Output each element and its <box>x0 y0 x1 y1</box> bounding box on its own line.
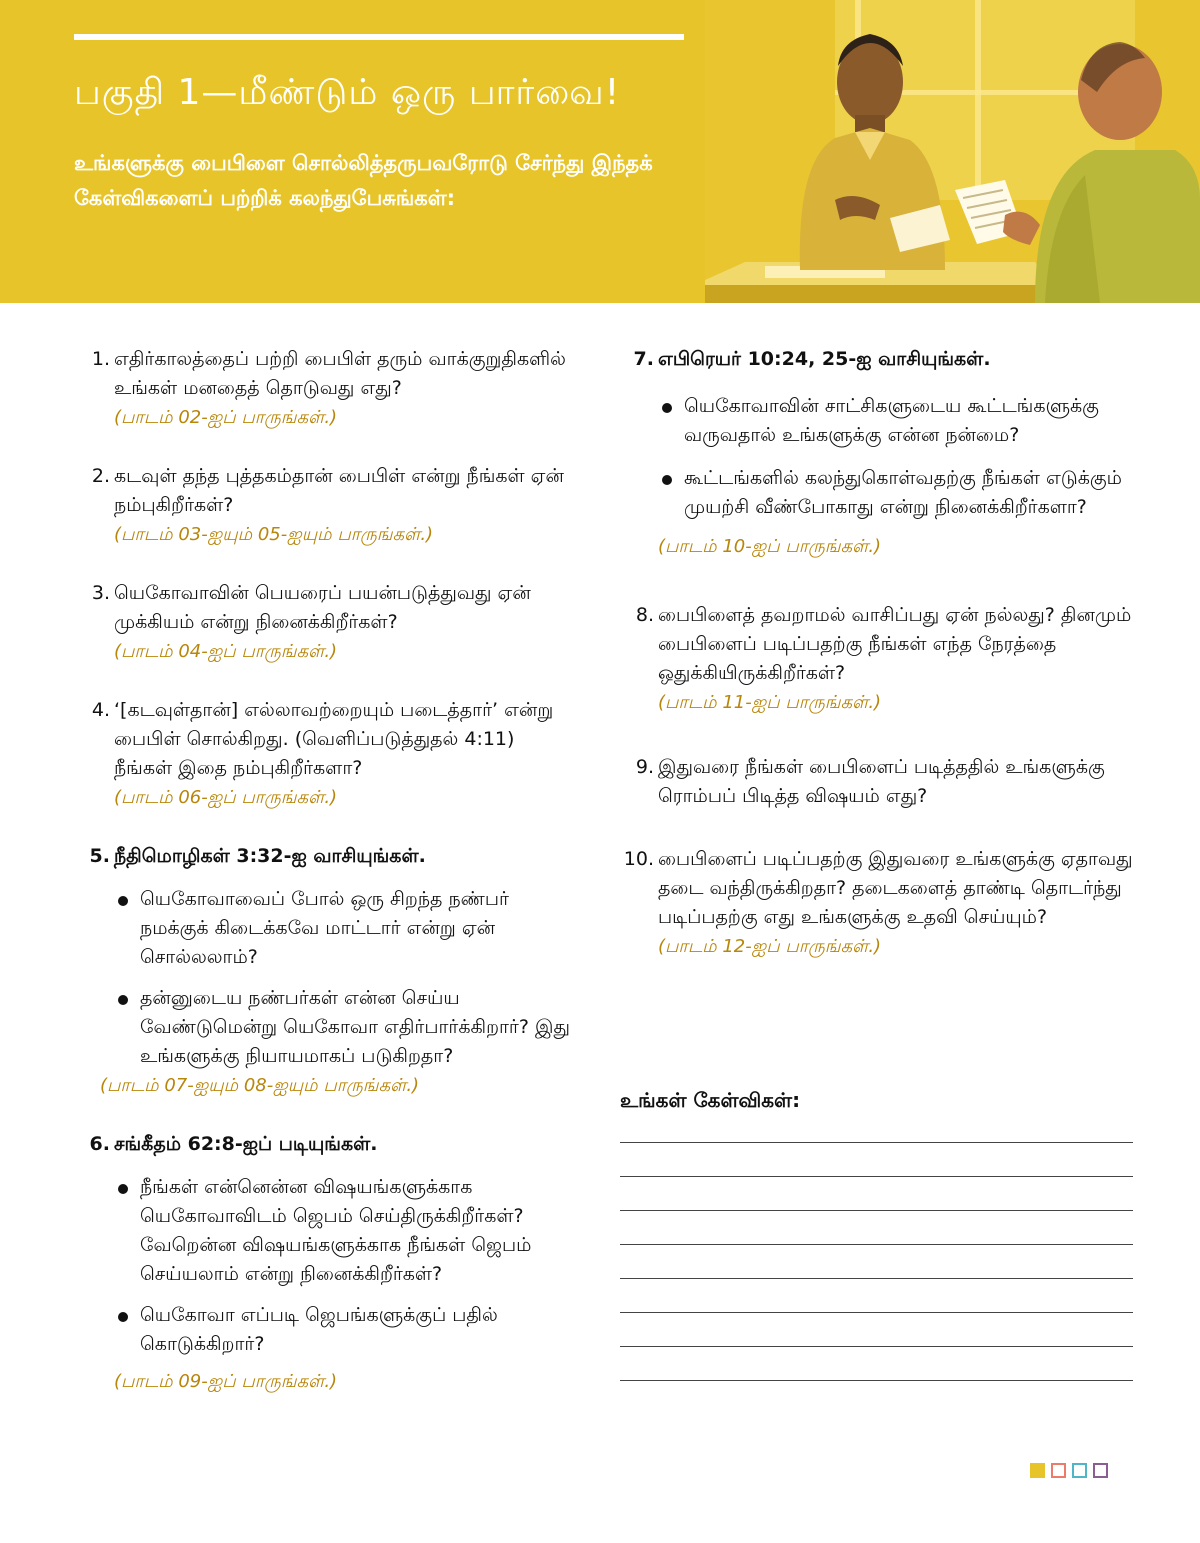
question-text: சங்கீதம் 62:8-ஐப் படியுங்கள். <box>114 1133 378 1155</box>
question-10 <box>618 845 1148 961</box>
writing-lines <box>620 1142 1133 1414</box>
bullet-icon <box>118 1312 128 1322</box>
question-number: 8. <box>635 604 654 626</box>
lesson-reference: (பாடம் 04-ஐப் பாருங்கள்.) <box>114 641 338 662</box>
writing-line[interactable] <box>620 1278 1133 1279</box>
page-title: பகுதி 1—மீண்டும் ஒரு பார்வை! <box>74 72 621 113</box>
writing-line[interactable] <box>620 1210 1133 1211</box>
question-6 <box>74 1130 574 1396</box>
lesson-reference: (பாடம் 03-ஐயும் 05-ஐயும் பாருங்கள்.) <box>114 524 434 545</box>
question-8 <box>618 601 1148 717</box>
bullet-icon <box>118 995 128 1005</box>
writing-line[interactable] <box>620 1142 1133 1143</box>
question-9 <box>618 753 1148 811</box>
question-text: யெகோவாவின் பெயரைப் பயன்படுத்துவது ஏன் முக்கியம் என்று நினைக்கிறீர்கள்? <box>114 582 531 633</box>
bullet-icon <box>662 403 672 413</box>
question-text: கடவுள் தந்த புத்தகம்தான் பைபிள் என்று நீங்கள் ஏன் நம்புகிறீர்கள்? <box>114 465 564 516</box>
question-number: 4. <box>91 699 110 721</box>
writing-line[interactable] <box>620 1380 1133 1381</box>
lesson-reference: (பாடம் 10-ஐப் பாருங்கள்.) <box>658 536 882 557</box>
question-text: நீதிமொழிகள் 3:32-ஐ வாசியுங்கள். <box>114 845 426 867</box>
question-text: பைபிளைப் படிப்பதற்கு இதுவரை உங்களுக்கு ஏதாவது தடை வந்திருக்கிறதா? தடைகளைத் தாண்டி தொடர்ந்து படிப்பதற்கு எது உங்களுக்கு உதவி செய்யும்? <box>658 848 1133 928</box>
lesson-reference: (பாடம் 09-ஐப் பாருங்கள்.) <box>114 1371 338 1392</box>
study-illustration <box>705 0 1200 303</box>
bullet-icon <box>662 475 672 485</box>
bullet-icon <box>118 896 128 906</box>
sub-question: யெகோவா எப்படி ஜெபங்களுக்குப் பதில் கொடுக்கிறார்? <box>114 1301 574 1359</box>
sub-question-list <box>658 392 1148 522</box>
lesson-reference: (பாடம் 02-ஐப் பாருங்கள்.) <box>114 407 338 428</box>
question-number: 10. <box>623 848 654 870</box>
question-3 <box>74 579 574 666</box>
your-questions-section <box>620 1088 1133 1115</box>
question-text: பைபிளைத் தவறாமல் வாசிப்பது ஏன் நல்லது? தினமும் பைபிளைப் படிப்பதற்கு நீங்கள் எந்த நேரத்தை ஒதுக்கியிருக்கிறீர்கள்? <box>658 604 1132 684</box>
question-number: 3. <box>91 582 110 604</box>
decorative-squares <box>1030 1463 1108 1483</box>
yellow-square-icon <box>1030 1463 1045 1478</box>
lesson-reference: (பாடம் 12-ஐப் பாருங்கள்.) <box>658 936 882 957</box>
lesson-reference: (பாடம் 11-ஐப் பாருங்கள்.) <box>658 692 882 713</box>
sub-question: யெகோவாவின் சாட்சிகளுடைய கூட்டங்களுக்கு வருவதால் உங்களுக்கு என்ன நன்மை? <box>658 392 1148 450</box>
purple-square-icon <box>1093 1463 1108 1478</box>
questions-right-column <box>618 345 1148 961</box>
question-text: எபிரெயர் 10:24, 25-ஐ வாசியுங்கள். <box>658 348 991 370</box>
question-4 <box>74 696 574 812</box>
lesson-reference: (பாடம் 07-ஐயும் 08-ஐயும் பாருங்கள்.) <box>100 1075 420 1096</box>
header-banner <box>0 0 1200 303</box>
question-7 <box>618 345 1148 561</box>
question-number: 7. <box>633 348 654 370</box>
question-text: எதிர்காலத்தைப் பற்றி பைபிள் தரும் வாக்குறுதிகளில் உங்கள் மனதைத் தொடுவது எது? <box>114 348 566 399</box>
sub-question-list <box>114 1173 574 1359</box>
writing-line[interactable] <box>620 1176 1133 1177</box>
page-subtitle: உங்களுக்கு பைபிளை சொல்லித்தருபவரோடு சேர்ந்து இந்தக் கேள்விகளைப் பற்றிக் கலந்துபேசுங்கள்: <box>74 151 653 210</box>
question-number: 2. <box>91 465 110 487</box>
sub-question: தன்னுடைய நண்பர்கள் என்ன செய்ய வேண்டுமென்று யெகோவா எதிர்பார்க்கிறார்? இது உங்களுக்கு நியாயமாகப் படுகிறதா? <box>114 984 574 1071</box>
question-2 <box>74 462 574 549</box>
bullet-icon <box>118 1184 128 1194</box>
writing-line[interactable] <box>620 1346 1133 1347</box>
questions-left-column <box>74 345 574 1396</box>
question-number: 6. <box>89 1133 110 1155</box>
sub-question: யெகோவாவைப் போல் ஒரு சிறந்த நண்பர் நமக்குக் கிடைக்கவே மாட்டார் என்று ஏன் சொல்லலாம்? <box>114 885 574 972</box>
lesson-reference: (பாடம் 06-ஐப் பாருங்கள்.) <box>114 787 338 808</box>
question-number: 1. <box>91 348 110 370</box>
question-number: 9. <box>635 756 654 778</box>
header-rule <box>74 34 684 40</box>
teal-square-icon <box>1072 1463 1087 1478</box>
question-text: இதுவரை நீங்கள் பைபிளைப் படித்ததில் உங்களுக்கு ரொம்பப் பிடித்த விஷயம் எது? <box>658 756 1105 807</box>
sub-question-list <box>114 885 574 1071</box>
your-questions-title: உங்கள் கேள்விகள்: <box>620 1088 801 1112</box>
question-1 <box>74 345 574 432</box>
question-5 <box>74 842 574 1100</box>
coral-square-icon <box>1051 1463 1066 1478</box>
writing-line[interactable] <box>620 1312 1133 1313</box>
question-number: 5. <box>89 845 110 867</box>
writing-line[interactable] <box>620 1244 1133 1245</box>
sub-question: நீங்கள் என்னென்ன விஷயங்களுக்காக யெகோவாவிடம் ஜெபம் செய்திருக்கிறீர்கள்? வேறென்ன விஷயங்களுக்காக நீங்கள் ஜெபம் செய்யலாம் என்று நினைக்கிறீர்கள்? <box>114 1173 574 1289</box>
sub-question: கூட்டங்களில் கலந்துகொள்வதற்கு நீங்கள் எடுக்கும் முயற்சி வீண்போகாது என்று நினைக்கிறீர்களா? <box>658 464 1148 522</box>
question-text: ‘[கடவுள்தான்] எல்லாவற்றையும் படைத்தார்’ என்று பைபிள் சொல்கிறது. (வெளிப்படுத்துதல் 4:11) நீங்கள் இதை நம்புகிறீர்களா? <box>114 699 554 779</box>
